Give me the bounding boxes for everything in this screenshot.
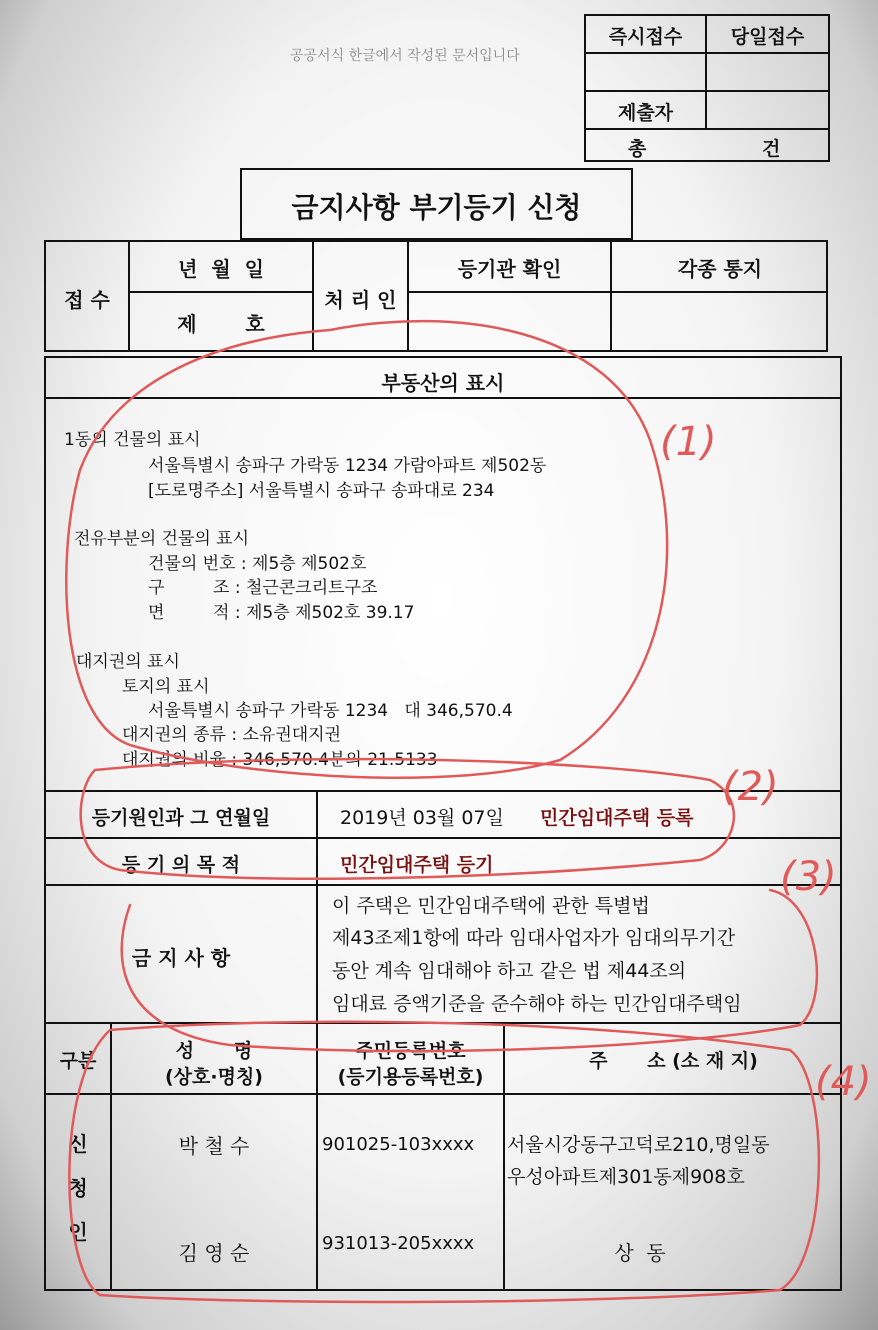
prohibition-line-1: 이 주택은 민간임대주택에 관한 특별법 — [332, 895, 650, 917]
annotation-label-3: (3) — [780, 854, 837, 900]
col-name-1: 성 명 — [175, 1040, 253, 1062]
cause-date: 2019년 03월 07일 — [340, 807, 504, 829]
land-right-title: 대지권의 표시 — [76, 652, 180, 672]
building-title: 1동의 건물의 표시 — [64, 430, 201, 450]
reception-label: 접 수 — [64, 288, 110, 312]
total-label: 총 — [628, 138, 647, 160]
prohibition-line-3: 동안 계속 임대해야 하고 같은 법 제44조의 — [332, 960, 687, 982]
header-note: 공공서식 한글에서 작성된 문서입니다 — [290, 48, 520, 64]
structure: 구 조 : 철근콘크리트구조 — [148, 578, 378, 598]
col-id-1: 주민등록번호 — [355, 1040, 466, 1062]
cause-value: 민간임대주택 등록 — [540, 807, 694, 829]
property-header: 부동산의 표시 — [381, 371, 505, 395]
area: 면 적 : 제5층 제502호 39.17 — [148, 603, 415, 623]
annotation-label-4: (4) — [815, 1059, 872, 1105]
col-id-2: (등기용등록번호) — [337, 1066, 484, 1088]
road-address: [도로명주소] 서울특별시 송파구 송파대로 234 — [148, 481, 495, 501]
notices-label: 각종 통지 — [677, 257, 763, 281]
col-category: 구분 — [59, 1050, 97, 1072]
prohibition-line-2: 제43조제1항에 따라 임대사업자가 임대의무기간 — [332, 927, 736, 949]
building-number: 건물의 번호 : 제5층 제502호 — [148, 554, 367, 574]
annotation-label-1: (1) — [660, 419, 717, 465]
annotation-label-2: (2) — [722, 764, 779, 810]
applicant-2-name: 김 영 순 — [178, 1241, 250, 1265]
applicant-1-address-2: 우성아파트제301동제908호 — [507, 1166, 745, 1188]
reception-number: 제 호 — [177, 312, 265, 336]
purpose-label: 등 기 의 목 적 — [121, 854, 241, 876]
prohibition-label: 금 지 사 항 — [131, 946, 231, 970]
category-char-1: 신 — [68, 1132, 88, 1156]
exclusive-title: 전유부분의 건물의 표시 — [74, 529, 250, 549]
count-unit-label: 건 — [762, 138, 781, 160]
land-right-type: 대지권의 종류 : 소유권대지권 — [122, 725, 342, 745]
immediate-receipt-label: 즉시접수 — [608, 26, 683, 48]
applicant-1-address-1: 서울시강동구고덕로210,명일동 — [507, 1134, 770, 1156]
cause-label: 등기원인과 그 연월일 — [91, 807, 271, 829]
applicant-1-id: 901025-103xxxx — [322, 1134, 475, 1155]
applicant-2-id: 931013-205xxxx — [322, 1233, 475, 1254]
submitter-label: 제출자 — [617, 102, 674, 124]
land-address: 서울특별시 송파구 가락동 1234 대 346,570.4 — [148, 701, 513, 721]
land-right-ratio: 대지권의 비율 : 346,570.4분의 21.5133 — [122, 750, 438, 770]
same-day-receipt-label: 당일접수 — [730, 26, 805, 48]
purpose-value: 민간임대주택 등기 — [340, 854, 494, 876]
category-char-2: 청 — [68, 1176, 88, 1200]
applicant-2-address: 상 동 — [614, 1241, 666, 1265]
prohibition-line-4: 임대료 증액기준을 준수해야 하는 민간임대주택임 — [332, 993, 742, 1015]
category-char-3: 인 — [68, 1220, 88, 1244]
applicant-1-name: 박 철 수 — [178, 1134, 250, 1158]
reception-date: 년 월 일 — [178, 257, 264, 281]
page-title: 금지사항 부기등기 신청 — [291, 191, 582, 224]
processor-label: 처 리 인 — [324, 288, 397, 312]
building-address: 서울특별시 송파구 가락동 1234 가람아파트 제502동 — [148, 456, 547, 476]
col-address: 주 소 (소 재 지) — [589, 1050, 758, 1072]
registrar-check-label: 등기관 확인 — [457, 257, 562, 281]
land-title: 토지의 표시 — [122, 677, 210, 697]
col-name-2: (상호·명칭) — [164, 1066, 263, 1088]
